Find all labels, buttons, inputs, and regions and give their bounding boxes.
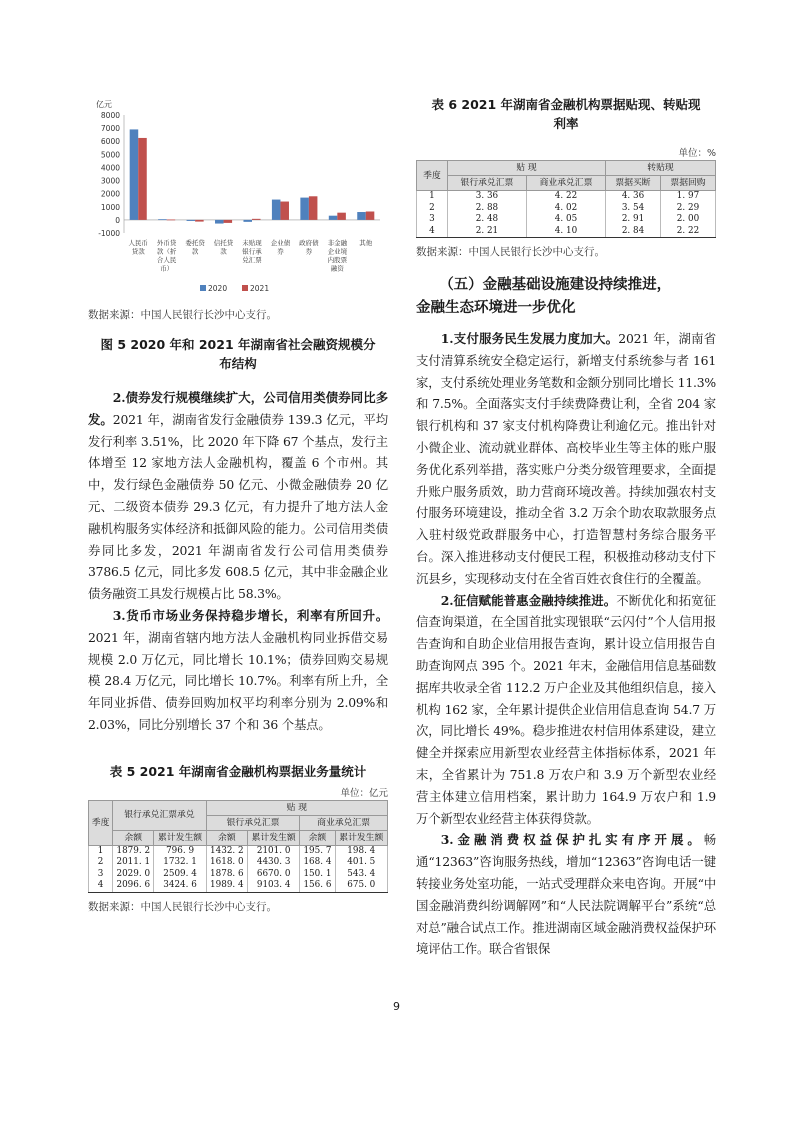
paragraph-money-market <box>88 605 388 736</box>
table5-unit: 单位：亿元 <box>340 787 388 799</box>
table-row <box>89 857 388 869</box>
table6-source: 数据来源：中国人民银行长沙中心支行。 <box>416 246 605 258</box>
legend-swatch-2020 <box>200 285 206 291</box>
table5-header-comm-bill: 商业承兑汇票 <box>300 815 388 830</box>
table-cell: 1618. 0 <box>206 857 247 869</box>
table-cell: 2. 84 <box>606 226 661 238</box>
table-cell: 4. 02 <box>526 203 605 215</box>
table5-header-cum: 累计发生额 <box>335 830 387 845</box>
y-tick-label: 7000 <box>100 124 120 134</box>
table-cell: 3424. 6 <box>154 880 206 892</box>
table5-source: 数据来源：中国人民银行长沙中心支行。 <box>88 900 277 913</box>
table-cell: 4. 36 <box>606 191 661 203</box>
table-cell: 1. 97 <box>661 191 716 203</box>
table-row <box>89 845 388 857</box>
fig5-chart <box>88 95 388 295</box>
table-cell: 3. 36 <box>447 191 526 203</box>
bar-2021 <box>195 220 204 222</box>
table6-unit: 单位：% <box>678 148 716 159</box>
table-cell: 1879. 2 <box>113 845 154 857</box>
table-cell: 4 <box>417 226 448 238</box>
table-cell: 2. 91 <box>606 214 661 226</box>
bar-2020 <box>272 200 281 220</box>
category-label: 委托贷款 <box>185 239 205 256</box>
table5 <box>88 800 388 893</box>
table-cell: 1 <box>417 191 448 203</box>
paragraph-money-market-body: 2021 年，湖南省辖内地方法人金融机构同业拆借交易规模 2.0 万亿元，同比增长 10.1%；债券回购交易规模 28.4 万亿元，同比增长 10.7%。利率有所上升，全年同业拆借、债券回购加权平均利率分别为 2.09%和 2.03%，同比分别增长 37 个和 36 个基点。 <box>88 629 388 732</box>
table-cell: 796. 9 <box>154 845 206 857</box>
table-cell: 150. 1 <box>300 869 335 881</box>
bar-2021 <box>337 213 346 220</box>
table6-header-season: 季度 <box>417 161 448 191</box>
table-cell: 4. 10 <box>526 226 605 238</box>
bar-2020 <box>300 198 309 220</box>
table-cell: 6670. 0 <box>247 869 299 881</box>
table-cell: 2509. 4 <box>154 869 206 881</box>
bar-2021 <box>138 138 147 220</box>
y-tick-label: 5000 <box>100 150 120 160</box>
table-cell: 156. 6 <box>300 880 335 892</box>
section5-title-line1: （五）金融基础设施建设持续推进， <box>439 277 672 293</box>
table-cell: 2011. 1 <box>113 857 154 869</box>
y-tick-label: 4000 <box>100 163 120 173</box>
paragraph-payment-heading: 1.支付服务民生发展力度加大。 <box>440 331 619 346</box>
table-cell: 3 <box>89 869 113 881</box>
category-label: 外币贷款（折合人民币） <box>156 239 177 273</box>
table-cell: 1432. 2 <box>206 845 247 857</box>
paragraph-bond-issuance-heading: 2.债券发行规模继续扩大，公司信用类债券同比多发。 <box>88 390 388 427</box>
y-axis-label: 亿元 <box>96 100 112 109</box>
table6-header-bank-bill: 银行承兑汇票 <box>447 176 526 191</box>
table5-header-bank-accept: 银行承兑汇票承兑 <box>113 800 207 830</box>
y-tick-label: 8000 <box>100 111 120 120</box>
table-cell: 4. 22 <box>526 191 605 203</box>
table-cell: 4 <box>89 880 113 892</box>
paragraph-money-market-heading: 3.货币市场业务保持稳步增长，利率有所回升。 <box>112 607 388 623</box>
table-cell: 4430. 3 <box>247 857 299 869</box>
section5-title-line2: 金融生态环境进一步优化 <box>416 300 576 316</box>
bar-2020 <box>329 216 338 220</box>
paragraph-bond-issuance-body: 2021 年，湖南省发行金融债券 139.3 亿元，平均发行利率 3.51%，比 2020 年下降 67 个基点，发行主体增至 12 家地方法人金融机构，覆盖 6 个市州。其中，发行绿色金融债券 50 亿元、小微金融债券 20 亿元、二级资本债券 29.3 亿元，有力提升了地方法人金融机构服务实体经济和抵御风险的能力。公司信用类债券同比多发，2021 年湖南省发行公司信用类债券 3786.5 亿元，同比多发 608.5 亿元，其中非金融企业债务融资工具发行规模占比 58.3%。 <box>88 411 388 602</box>
legend-swatch-2021 <box>242 285 248 291</box>
y-tick-label: 6000 <box>100 137 120 147</box>
table-cell: 198. 4 <box>335 845 387 857</box>
table-row <box>417 191 716 203</box>
page-number: 9 <box>393 1000 400 1013</box>
table6-header-repo: 票据回购 <box>661 176 716 191</box>
table-cell: 2. 00 <box>661 214 716 226</box>
bar-2020 <box>130 129 139 219</box>
bar-2020 <box>187 220 196 221</box>
table-cell: 3. 54 <box>606 203 661 215</box>
paragraph-consumer-protection <box>416 829 716 960</box>
table5-header-bank-bill: 银行承兑汇票 <box>206 815 300 830</box>
table-cell: 195. 7 <box>300 845 335 857</box>
bar-2021 <box>309 196 318 220</box>
category-label: 人民币贷款 <box>128 239 148 256</box>
table-row <box>417 214 716 226</box>
table-row <box>417 226 716 238</box>
y-tick-label: 3000 <box>100 176 120 186</box>
table-cell: 4. 05 <box>526 214 605 226</box>
table6-title-line2: 利率 <box>553 116 579 131</box>
table6-title-line1: 表 6 2021 年湖南省金融机构票据贴现、转贴现 <box>431 97 701 112</box>
bar-2020 <box>357 212 366 220</box>
table-cell: 2. 48 <box>447 214 526 226</box>
table5-title: 表 5 2021 年湖南省金融机构票据业务量统计 <box>109 763 367 779</box>
table-cell: 168. 4 <box>300 857 335 869</box>
fig5-title <box>88 335 388 373</box>
table5-header-season: 季度 <box>89 800 113 845</box>
table-cell: 9103. 4 <box>247 880 299 892</box>
paragraph-credit <box>416 590 716 830</box>
bar-2021 <box>167 219 176 220</box>
legend-label-2020: 2020 <box>208 284 228 293</box>
table5-header-cum: 累计发生额 <box>247 830 299 845</box>
table6 <box>416 160 716 238</box>
table-row <box>417 203 716 215</box>
table-cell: 2 <box>417 203 448 215</box>
table6-header-rediscount: 转贴现 <box>606 161 716 176</box>
paragraph-payment-body: 2021 年，湖南省支付清算系统安全稳定运行，新增支付系统参与者 161 家，支付系统处理业务笔数和金额分别同比增长 11.3%和 7.5%。全面落实支付手续费降费让利，全省 204 家银行机构和 37 家支付机构降费让利逾亿元。推出针对小微企业、流动就业群体、高校毕业生等主体的账户服务优化系列举措，落实账户分类分级管理要求，全面提升账户服务质效，助力营商环境改善。持续加强农村支付服务环境建设，推动全省 3.2 万余个助农取款服务点入驻村级党政群服务中心，打造智慧村务综合服务平台。深入推进移动支付便民工程，积极推动移动支付下沉县乡，实现移动支付在全省百姓衣食住行的全覆盖。 <box>416 331 716 586</box>
legend-label-2021: 2021 <box>250 284 270 293</box>
fig5-title-line2: 布结构 <box>219 356 257 371</box>
table6-header-buyout: 票据买断 <box>606 176 661 191</box>
category-label: 信托贷款 <box>213 239 234 256</box>
bar-2020 <box>158 219 167 220</box>
table-row <box>89 869 388 881</box>
table-cell: 543. 4 <box>335 869 387 881</box>
bar-2020 <box>215 220 224 224</box>
table5-header-balance: 余额 <box>113 830 154 845</box>
bar-2021 <box>366 211 375 219</box>
table5-header-balance: 余额 <box>206 830 247 845</box>
bar-2020 <box>243 220 252 222</box>
table6-header-discount: 贴 现 <box>447 161 605 176</box>
category-label: 非金融企业境内股票融资 <box>327 239 348 273</box>
paragraph-payment <box>416 328 716 590</box>
section5-title <box>416 274 716 320</box>
table-cell: 1989. 4 <box>206 880 247 892</box>
table-cell: 3 <box>417 214 448 226</box>
table-cell: 2. 29 <box>661 203 716 215</box>
table-cell: 1 <box>89 845 113 857</box>
table5-header-discount: 贴 现 <box>206 800 387 815</box>
table5-header-cum: 累计发生额 <box>154 830 206 845</box>
table6-title <box>416 95 716 133</box>
table-cell: 2 <box>89 857 113 869</box>
paragraph-credit-body: 不断优化和拓宽征信查询渠道，在全国首批实现银联“云闪付”个人信用报告查询和自助企业信用报告查询，累计设立信用报告自助查询网点 395 个。2021 年末，金融信用信息基础数据库共收录全省 112.2 万户企业及其他组织信息，接入机构 162 家，全年累计提供企业信用信息查询 54.7 万次，同比增长 49%。稳步推进农村信用体系建设，建立健全并探索应用新型农业经营主体指标体系，2021 年末，全省累计为 751.8 万农户和 3.9 万个新型农业经营主体建立信用档案，累计助力 164.9 万农户和 1.9 万个新型农业经营主体获得贷款。 <box>416 592 716 826</box>
fig5-title-line1: 图 5 2020 年和 2021 年湖南省社会融资规模分 <box>100 337 376 352</box>
category-label: 企业债券 <box>270 239 291 256</box>
table-cell: 2. 21 <box>447 226 526 238</box>
y-tick-label: -1000 <box>98 229 120 238</box>
bar-2021 <box>280 202 289 220</box>
table-cell: 2096. 6 <box>113 880 154 892</box>
paragraph-credit-heading: 2.征信赋能普惠金融持续推进。 <box>440 592 617 608</box>
table6-header-comm-bill: 商业承兑汇票 <box>526 176 605 191</box>
table-cell: 1878. 6 <box>206 869 247 881</box>
table-cell: 675. 0 <box>335 880 387 892</box>
category-label: 政府债券 <box>299 239 319 256</box>
paragraph-bond-issuance <box>88 387 388 605</box>
y-tick-label: 0 <box>115 215 120 225</box>
table-cell: 2029. 0 <box>113 869 154 881</box>
paragraph-consumer-protection-body: 畅通“12363”咨询服务热线，增加“12363”咨询电话一键转接业务处室功能，一站式受理群众来电咨询。开展“中国金融消费纠纷调解网”和“人民法院调解平台”系统“总对总”融合试点工作。推进湖南区域金融消费权益保护环境评估工作。联合省银保 <box>416 832 716 957</box>
table-cell: 401. 5 <box>335 857 387 869</box>
table-cell: 1732. 1 <box>154 857 206 869</box>
fig5-source: 数据来源：中国人民银行长沙中心支行。 <box>88 309 277 321</box>
table-cell: 2. 22 <box>661 226 716 238</box>
category-label: 未贴现银行承兑汇票 <box>242 239 262 264</box>
table-row <box>89 880 388 892</box>
y-tick-label: 2000 <box>100 189 120 199</box>
y-tick-label: 1000 <box>100 202 120 212</box>
right-column <box>416 95 716 960</box>
bar-2021 <box>224 220 233 223</box>
left-column <box>88 95 388 915</box>
table5-header-balance: 余额 <box>300 830 335 845</box>
table-cell: 2. 88 <box>447 203 526 215</box>
paragraph-consumer-protection-heading: 3.金融消费权益保护扎实有序开展。 <box>440 832 704 848</box>
bar-2021 <box>252 219 261 220</box>
table-cell: 2101. 0 <box>247 845 299 857</box>
category-label: 其他 <box>359 239 373 247</box>
